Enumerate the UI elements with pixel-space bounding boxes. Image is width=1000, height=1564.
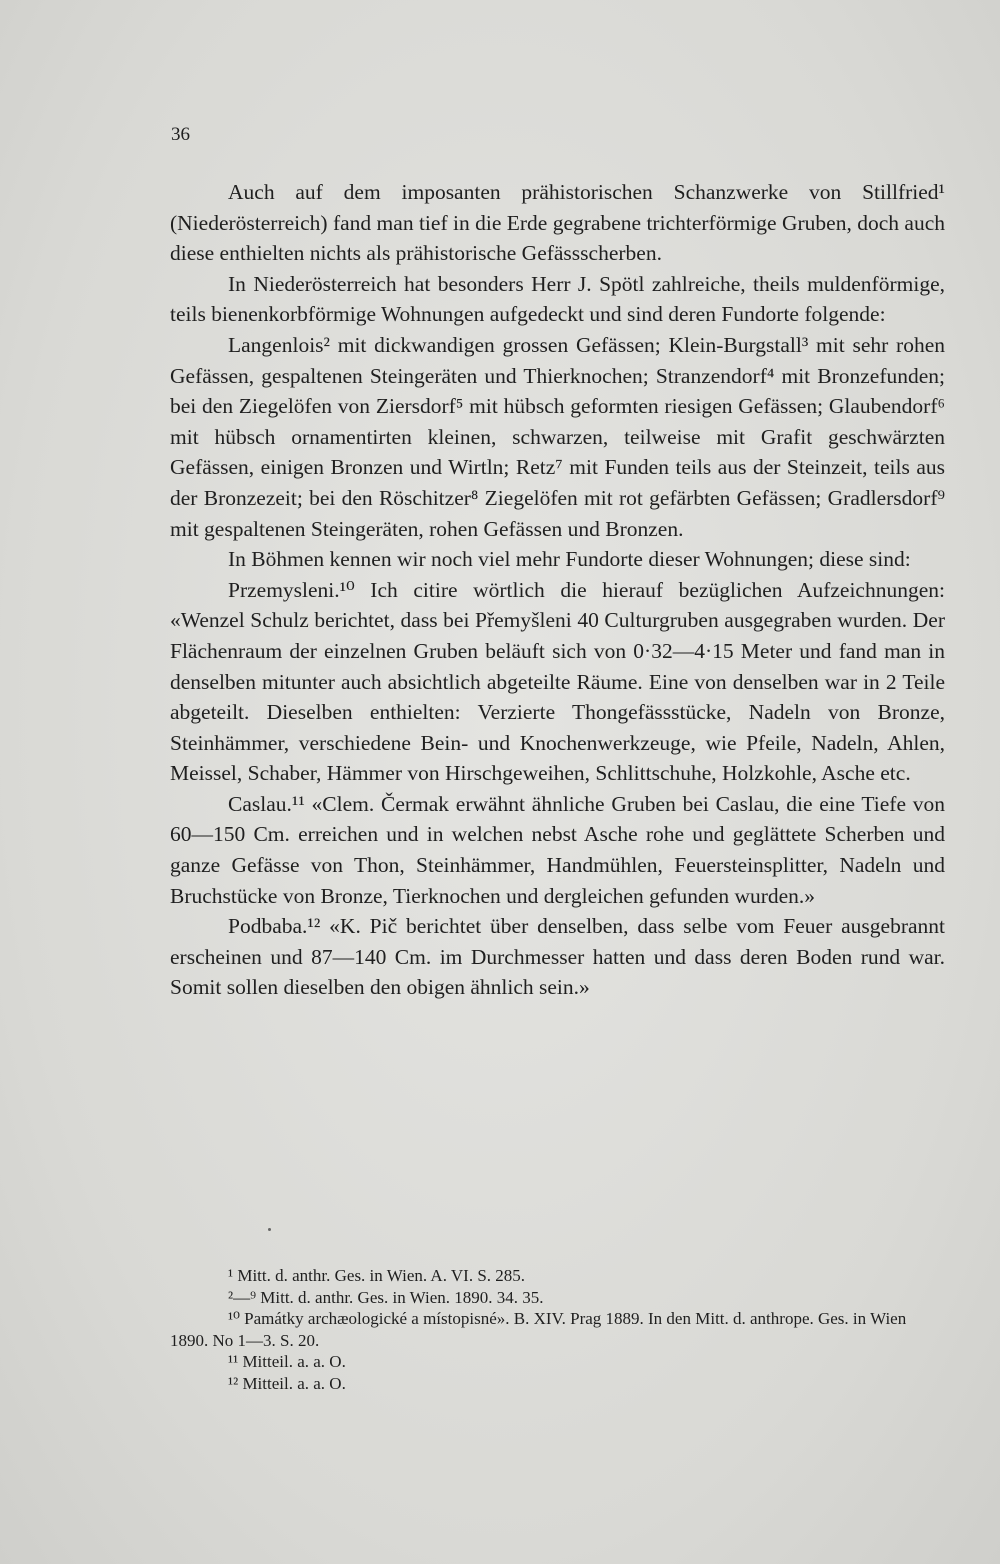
ink-speck (268, 1228, 271, 1231)
footnote-12: ¹² Mitteil. a. a. O. (228, 1373, 346, 1393)
paragraph-stillfried: Auch auf dem imposanten prähistorischen Schanzwerke von Stillfried¹ (Niederösterreich) fand man tief in die Erde gegrabene trichterförmige Gruben, doch auch diese enthielten nichts als prähistorische Gefässscherben. (170, 180, 945, 266)
paragraph-caslau: Caslau.¹¹ «Clem. Čermak erwähnt ähnliche Gruben bei Caslau, die eine Tiefe von 60—150 Cm. erreichen und in welchen nebst Asche rohe und geglättete Scherben und ganze Gefässe von Thon, Steinhämmer, Handmühlen, Feuersteinsplitter, Nadeln und Bruchstücke von Bronze, Tierknochen und dergleichen gefunden wurden.» (170, 791, 945, 908)
paragraph-boehmen: In Böhmen kennen wir noch viel mehr Fundorte dieser Wohnungen; diese sind: (228, 547, 911, 572)
footnote-10: ¹⁰ Památky archæologické a místopisné». B. XIV. Prag 1889. In den Mitt. d. anthrope. Ges. in Wien 1890. No 1—3. S. 20. (170, 1309, 907, 1350)
main-text (170, 177, 945, 1003)
paragraph-fundorte-list: Langenlois² mit dickwandigen grossen Gefässen; Klein-Burgstall³ mit sehr rohen Gefässen, gespaltenen Steingeräten und Thierknochen; Stranzendorf⁴ mit Bronzefunden; bei den Ziegelöfen von Ziersdorf⁵ mit hübsch geformten riesigen Gefässen; Glaubendorf⁶ mit hübsch ornamentirten kleinen, schwarzen, teilweise mit Grafit geschwärzten Gefässen, einigen Bronzen und Wirtln; Retz⁷ mit Funden teils aus der Steinzeit, teils aus der Bronzezeit; bei den Röschitzer⁸ Ziegelöfen mit rot gefärbten Gefässen; Gradlersdorf⁹ mit gespaltenen Steingeräten, rohen Gefässen und Bronzen. (170, 332, 945, 541)
paragraph-przemysleni: Przemysleni.¹⁰ Ich citire wörtlich die hierauf bezüglichen Aufzeichnungen: «Wenzel Schulz berichtet, dass bei Přemyšleni 40 Culturgruben ausgegraben wurden. Der Flächenraum der einzelnen Gruben beläuft sich von 0·32—4·15 Meter und fand man in denselben mitunter auch absichtlich abgeteilte Räume. Eine von denselben war in 2 Teile abgeteilt. Dieselben enthielten: Verzierte Thongefässstücke, Nadeln von Bronze, Steinhämmer, verschiedene Bein- und Knochenwerkzeuge, wie Pfeile, Nadeln, Ahlen, Meissel, Schaber, Hämmer von Hirschgeweihen, Schlittschuhe, Holzkohle, Asche etc. (170, 577, 945, 786)
page-number: 36 (171, 124, 190, 145)
paragraph-niederoesterreich: In Niederösterreich hat besonders Herr J. Spötl zahlreiche, theils muldenförmige, teils bienenkorbförmige Wohnungen aufgedeckt und sind deren Fundorte folgende: (170, 271, 945, 327)
footnotes (170, 1265, 945, 1395)
footnote-1: ¹ Mitt. d. anthr. Ges. in Wien. A. VI. S. 285. (228, 1266, 526, 1285)
footnote-2-9: ²—⁹ Mitt. d. anthr. Ges. in Wien. 1890. 34. 35. (228, 1287, 544, 1307)
paragraph-podbaba: Podbaba.¹² «K. Pič berichtet über denselben, dass selbe vom Feuer ausgebrannt erscheinen und 87—140 Cm. im Durchmesser hatten und dass deren Boden rund war. Somit sollen dieselben den obigen ähnlich sein.» (170, 914, 945, 1000)
footnote-11: ¹¹ Mitteil. a. a. O. (228, 1352, 346, 1372)
